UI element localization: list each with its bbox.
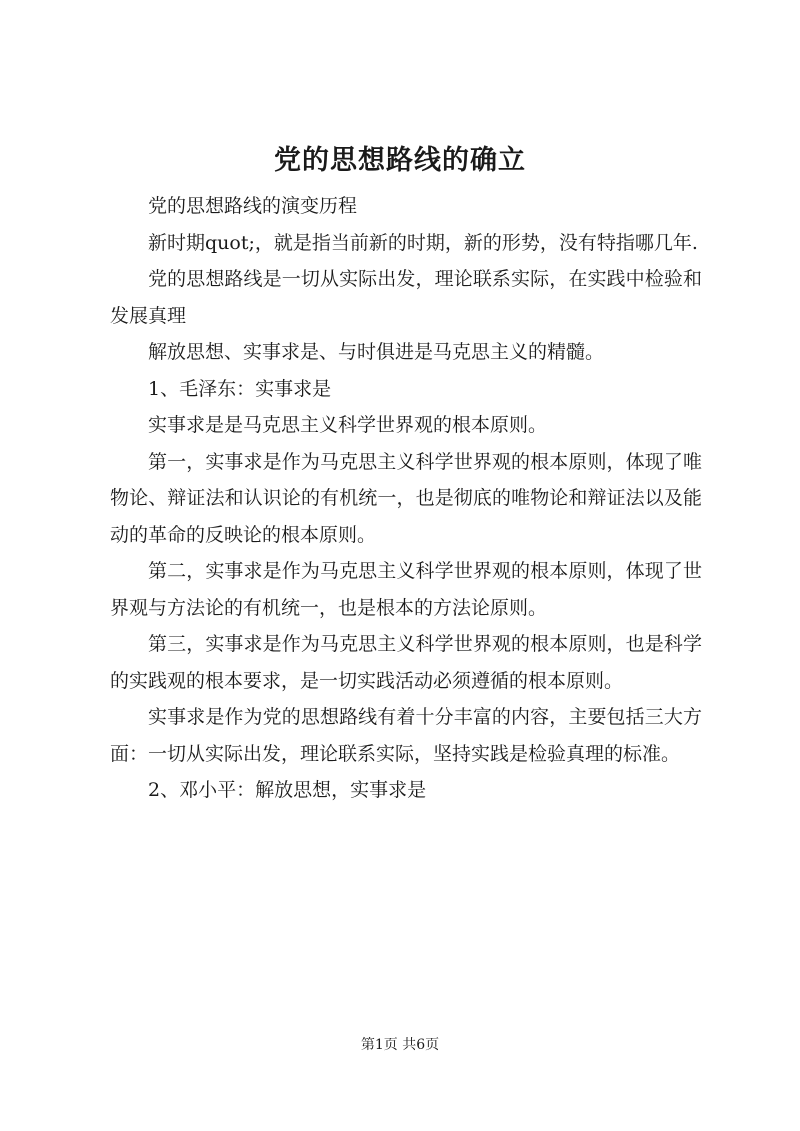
paragraph: 实事求是作为党的思想路线有着十分丰富的内容，主要包括三大方面：一切从实际出发，理论联系实际，坚持实践是检验真理的标准。 [110, 706, 702, 765]
paragraph: 第二，实事求是作为马克思主义科学世界观的根本原则，体现了世界观与方法论的有机统一，也是根本的方法论原则。 [110, 560, 702, 619]
paragraph: 第一，实事求是作为马克思主义科学世界观的根本原则，体现了唯物论、辩证法和认识论的有机统一，也是彻底的唯物论和辩证法以及能动的革命的反映论的根本原则。 [110, 450, 702, 546]
paragraph: 实事求是是马克思主义科学世界观的根本原则。 [148, 414, 548, 436]
paragraph: 党的思想路线是一切从实际出发，理论联系实际，在实践中检验和发展真理 [110, 268, 702, 327]
document-body [110, 188, 702, 809]
paragraph: 解放思想、实事求是、与时俱进是马克思主义的精髓。 [148, 341, 605, 363]
page-footer: 第1页 共6页 [360, 1037, 440, 1053]
document-title: 党的思想路线的确立 [274, 145, 526, 176]
paragraph: 第三，实事求是作为马克思主义科学世界观的根本原则，也是科学的实践观的根本要求，是一切实践活动必须遵循的根本原则。 [110, 633, 702, 692]
section-heading: 2、邓小平：解放思想，实事求是 [148, 779, 427, 801]
section-heading: 1、毛泽东：实事求是 [148, 377, 332, 400]
paragraph: 党的思想路线的演变历程 [148, 195, 358, 217]
paragraph: 新时期quot;，就是指当前新的时期，新的形势，没有特指哪几年. [148, 231, 698, 254]
